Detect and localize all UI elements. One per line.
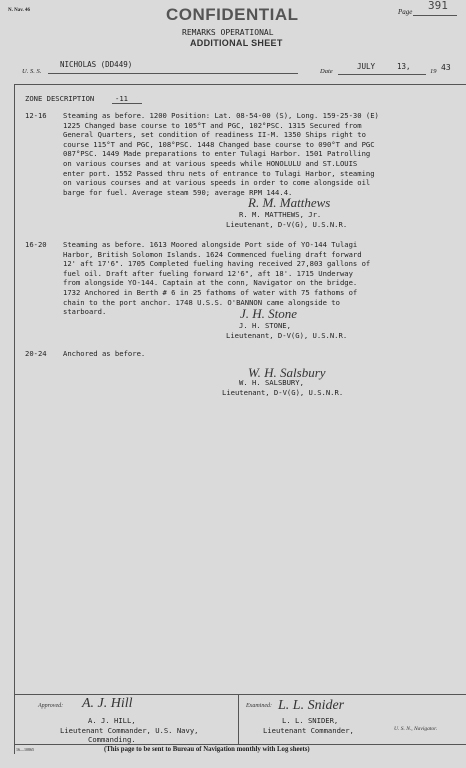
print-code: 16—10865 <box>16 747 34 752</box>
entry-2-line: from alongside YO-144. Captain at the conn, Navigator on the bridge. <box>63 278 358 288</box>
signature-name-1: R. M. MATTHEWS, Jr. <box>239 210 322 219</box>
entry-2-line: 1732 Anchored in Berth # 6 in 25 fathoms of water with 75 fathoms of <box>63 287 358 297</box>
confidential-stamp: CONFIDENTIAL <box>166 5 299 24</box>
date-month: JULY <box>357 62 376 71</box>
ship-name-underline <box>48 73 298 74</box>
page-label: Page <box>398 8 413 16</box>
bottom-note: (This page to be sent to Bureau of Navigation monthly with Log sheets) <box>104 746 310 753</box>
entry-text-2 <box>63 240 370 317</box>
signature-script-1: R. M. Matthews <box>248 195 331 210</box>
box-top <box>14 84 466 85</box>
entry-1-line: on various courses and at various speeds in order to come alongside oil <box>63 178 371 188</box>
zone-value: -11 <box>115 94 128 103</box>
entry-2-line: Steaming as before. 1613 Moored alongside Port side of YO-144 Tulagi <box>63 240 358 249</box>
date-underline <box>338 74 426 75</box>
entry-text-1 <box>63 111 379 197</box>
approved-name: A. J. HILL, <box>88 716 136 725</box>
entry-1-line: Steaming as before. 1200 Position: Lat. 08-54-00 (S), Long. 159-25-30 (E) <box>63 111 379 120</box>
entry-1-line: course 115°T and PGC, 108°PSC. 1448 Changed base course to 090°T and PGC <box>63 139 375 149</box>
examined-rank: Lieutenant Commander, <box>263 726 354 735</box>
date-label: Date <box>320 68 333 75</box>
entry-2-line: 12' aft 17'6". 1705 Completed fueling having received 27,803 gallons of <box>63 259 371 269</box>
footer-divider <box>238 694 239 744</box>
entry-2-line: chain to the port anchor. 1748 U.S.S. O'BANNON came alongside to <box>63 297 340 307</box>
form-number: N. Nav. 46 <box>8 8 30 13</box>
remarks-title: REMARKS OPERATIONAL <box>182 28 274 37</box>
entry-time-1: 12-16 <box>25 111 47 120</box>
entry-2-line: fuel oil. Draft after fueling forward 12'6", aft 18'. 1715 Underway <box>63 268 353 278</box>
additional-sheet-title: ADDITIONAL SHEET <box>190 38 283 48</box>
signature-name-3: W. H. SALSBURY, <box>239 378 304 387</box>
signature-name-2: J. H. STONE, <box>239 321 291 330</box>
footer-bottom-line <box>14 744 466 745</box>
examined-signature-script: L. L. Snider <box>278 698 345 713</box>
approved-label: Approved: <box>38 703 64 709</box>
approved-role: Commanding. <box>88 735 136 744</box>
zone-label: ZONE DESCRIPTION <box>25 94 95 103</box>
signature-rank-1: Lieutenant, D-V(G), U.S.N.R. <box>226 220 348 229</box>
approved-rank: Lieutenant Commander, U.S. Navy, <box>60 726 199 735</box>
navigator-label: U. S. N., Navigator. <box>394 726 438 732</box>
page-number: 391 <box>428 0 448 12</box>
entry-1-line: General Quarters, set condition of readiness II-M. 1350 Ships right to <box>63 130 366 140</box>
footer-top-line <box>14 694 466 695</box>
entry-time-2: 16-20 <box>25 240 47 249</box>
year-prefix: 19 <box>430 68 437 75</box>
ship-name: NICHOLAS (DD449) <box>60 60 133 69</box>
entry-time-3: 20-24 <box>25 349 47 358</box>
signature-rank-2: Lieutenant, D-V(G), U.S.N.R. <box>226 331 348 340</box>
year-value: 43 <box>441 63 451 72</box>
entry-1-line: barge for fuel. Average steam 590; average RPM 144.4. <box>63 187 293 197</box>
entry-1-line: 1225 Changed base course to 105°T and PGC, 102°PSC. 1315 Secured from <box>63 120 362 130</box>
uss-label: U. S. S. <box>22 68 42 75</box>
examined-name: L. L. SNIDER, <box>282 716 339 725</box>
entry-3-line: Anchored as before. <box>63 349 146 358</box>
zone-underline <box>112 103 142 104</box>
page-number-underline <box>413 15 457 16</box>
signature-rank-3: Lieutenant, D-V(G), U.S.N.R. <box>222 388 344 397</box>
approved-signature-script: A. J. Hill <box>82 696 133 711</box>
date-day: 13, <box>397 62 411 71</box>
entry-2-line: Harbor, British Solomon Islands. 1624 Commenced fueling draft forward <box>63 249 362 259</box>
entry-1-line: enter port. 1552 Passed thru nets of entrance to Tulagi Harbor, steaming <box>63 168 375 178</box>
entry-1-line: on various courses and at various speeds while HONOLULU and ST.LOUIS <box>63 158 358 168</box>
signature-script-2: J. H. Stone <box>240 306 298 321</box>
entry-1-line: 087°PSC. 1449 Made preparations to enter Tulagi Harbor. 1501 Patrolling <box>63 149 371 159</box>
signature-script-3: W. H. Salsbury <box>248 365 326 380</box>
entry-text-3 <box>63 349 145 359</box>
entry-2-line: starboard. <box>63 307 107 317</box>
box-left <box>14 84 15 754</box>
examined-label: Examined: <box>246 703 272 709</box>
